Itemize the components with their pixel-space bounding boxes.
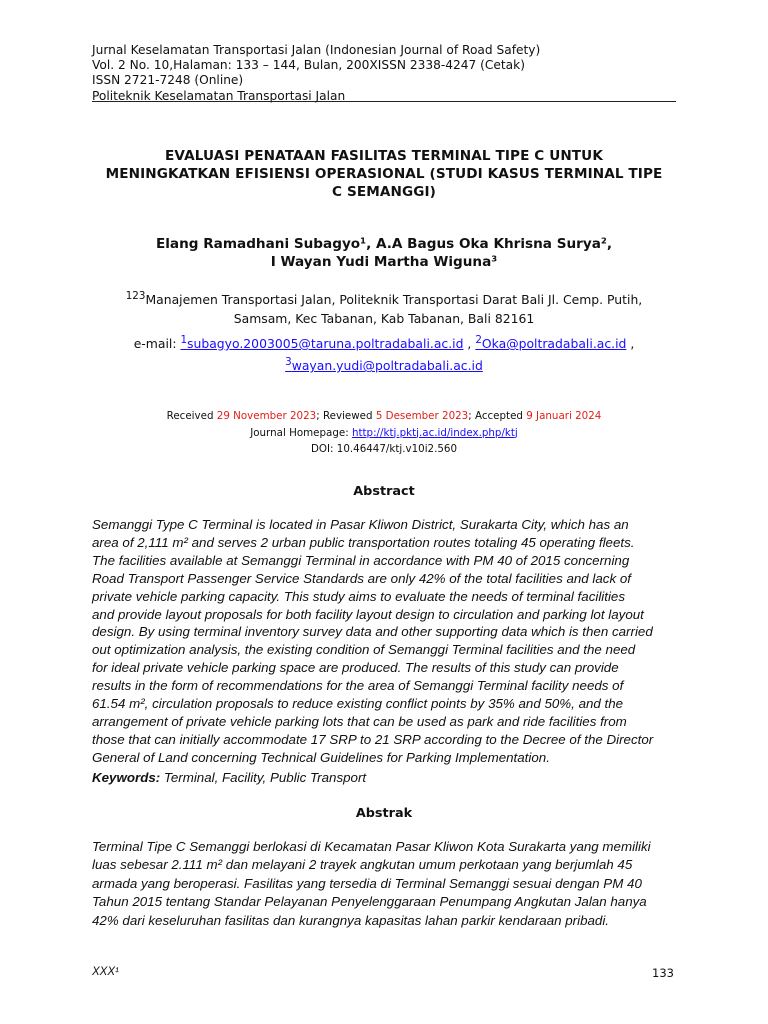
abstrak-line: luas sebesar 2.111 m² dan melayani 2 trayek angkutan umum perkotaan yang berjumlah 45	[92, 857, 633, 873]
reviewed-date: 5 Desember 2023	[375, 410, 469, 422]
doi: DOI: 10.46447/ktj.v10i2.560	[310, 443, 458, 455]
affiliation-superscript: 123	[125, 290, 146, 302]
keywords	[92, 770, 680, 785]
abstract-heading: Abstract	[353, 484, 415, 499]
email-link-3[interactable]: $^3$wayan.yudi@poltradabali.ac.id	[285, 356, 483, 374]
header-line: Politeknik Keselamatan Transportasi Jalan	[92, 88, 346, 103]
email-label: e-mail:	[133, 336, 181, 352]
title-line: MENINGKATKAN EFISIENSI OPERASIONAL (STUDI KASUS TERMINAL TIPE	[105, 166, 663, 182]
keywords-label: Keywords:	[92, 770, 161, 785]
abstract-line: design. By using terminal inventory survey data and other supporting data which is then carried	[92, 624, 653, 640]
abstract-line: for ideal private vehicle parking space are produced. The results of this study can provide	[92, 660, 619, 676]
header-line: Jurnal Keselamatan Transportasi Jalan (Indonesian Journal of Road Safety)	[92, 43, 541, 57]
abstrak-line: 42% dari keseluruhan fasilitas dan kurangnya kapasitas lahan parkir kendaraan pribadi.	[92, 912, 610, 928]
footer-running-text: XXX¹	[92, 966, 119, 978]
page-number: 133	[652, 966, 674, 980]
emails-line-1	[90, 331, 678, 353]
abstrak-heading: Abstrak	[355, 806, 413, 821]
abstrak-line: armada yang beroperasi. Fasilitas yang tersedia di Terminal Semanggi sesuai dengan PM 40	[92, 875, 642, 891]
author-emails	[90, 331, 678, 375]
email-separator: ,	[626, 336, 635, 352]
abstrak-text	[92, 838, 680, 930]
abstract-line: Road Transport Passenger Service Standards are only 42% of the total facilities and lack of	[92, 570, 631, 586]
history-line: Received 29 November 2023; Reviewed 5 Desember 2023; Accepted 9 Januari 2024	[166, 410, 602, 422]
journal-header	[92, 43, 676, 104]
abstract-line: those that can initially accommodate 17 SRP to 21 SRP according to the Decree of the Director	[92, 731, 654, 747]
accepted-date: 9 Januari 2024	[526, 410, 602, 422]
abstract-line: and provide layout proposals for both facility layout design to circulation and parking lot layout	[92, 606, 644, 622]
abstract-line: area of 2,111 m² and serves 2 urban public transportation routes totaling 45 operating fleets.	[92, 534, 635, 550]
email-link-2[interactable]: $^2$Oka@poltradabali.ac.id	[475, 334, 627, 352]
abstract-line: results in the form of recommendations for the area of Semanggi Terminal facility needs of	[92, 678, 624, 694]
abstract-line: General of Land concerning Technical Guidelines for Parking Implementation.	[92, 749, 550, 765]
abstract-line: The facilities available at Semanggi Terminal in accordance with PM 40 of 2015 concerning	[92, 552, 630, 568]
abstract-line: private vehicle parking capacity. This study aims to evaluate the needs of terminal facilities	[92, 588, 626, 604]
abstract-line: out optimization analysis, the existing condition of Semanggi Terminal facilities and the need	[92, 642, 636, 658]
homepage-line: Journal Homepage: http://ktj.pktj.ac.id/index.php/ktj	[250, 426, 518, 439]
paper-title	[80, 147, 688, 201]
abstrak-line: Tahun 2015 tentang Standar Pelayanan Penyelenggaraan Penumpang Angkutan Jalan hanya	[92, 894, 647, 910]
abstract-line: Semanggi Type C Terminal is located in Pasar Kliwon District, Surakarta City, which has an	[92, 517, 629, 532]
journal-homepage-link[interactable]: http://ktj.pktj.ac.id/index.php/ktj	[351, 426, 518, 439]
emails-line-2	[90, 353, 678, 375]
header-divider	[92, 101, 676, 102]
email-separator: ,	[463, 336, 476, 352]
title-line: EVALUASI PENATAAN FASILITAS TERMINAL TIPE C UNTUK	[165, 148, 603, 164]
email-link-1[interactable]: $^1$subagyo.2003005@taruna.poltradabali.ac.id	[180, 334, 464, 352]
affiliation-text: Manajemen Transportasi Jalan, Politeknik Transportasi Darat Bali Jl. Cemp. Putih,	[145, 292, 643, 308]
affiliation-line-1	[100, 287, 668, 309]
abstrak-line: Terminal Tipe C Semanggi berlokasi di Kecamatan Pasar Kliwon Kota Surakarta yang memiliki	[92, 839, 651, 854]
authors-line-2: I Wayan Yudi Martha Wiguna³	[270, 254, 498, 270]
authors-line-1: Elang Ramadhani Subagyo¹, A.A Bagus Oka Khrisna Surya²,	[155, 236, 613, 252]
abstract-text	[92, 516, 680, 767]
received-date: 29 November 2023	[216, 410, 317, 422]
header-line: Vol. 2 No. 10,Halaman: 133 – 144, Bulan, 200XISSN 2338-4247 (Cetak)	[92, 58, 525, 73]
article-metadata	[80, 408, 688, 458]
affiliation-line-2: Samsam, Kec Tabanan, Kab Tabanan, Bali 82161	[233, 311, 535, 327]
header-line: ISSN 2721-7248 (Online)	[92, 73, 244, 88]
keywords-value: Terminal, Facility, Public Transport	[160, 770, 367, 785]
author-list	[80, 235, 688, 271]
abstract-line: 61.54 m², circulation proposals to reduce existing conflict points by 35% and 50%, and the	[92, 696, 624, 712]
affiliation	[100, 287, 668, 328]
abstract-line: arrangement of private vehicle parking lots that can be used as park and ride facilities from	[92, 713, 627, 729]
title-line: C SEMANGGI)	[332, 184, 436, 200]
